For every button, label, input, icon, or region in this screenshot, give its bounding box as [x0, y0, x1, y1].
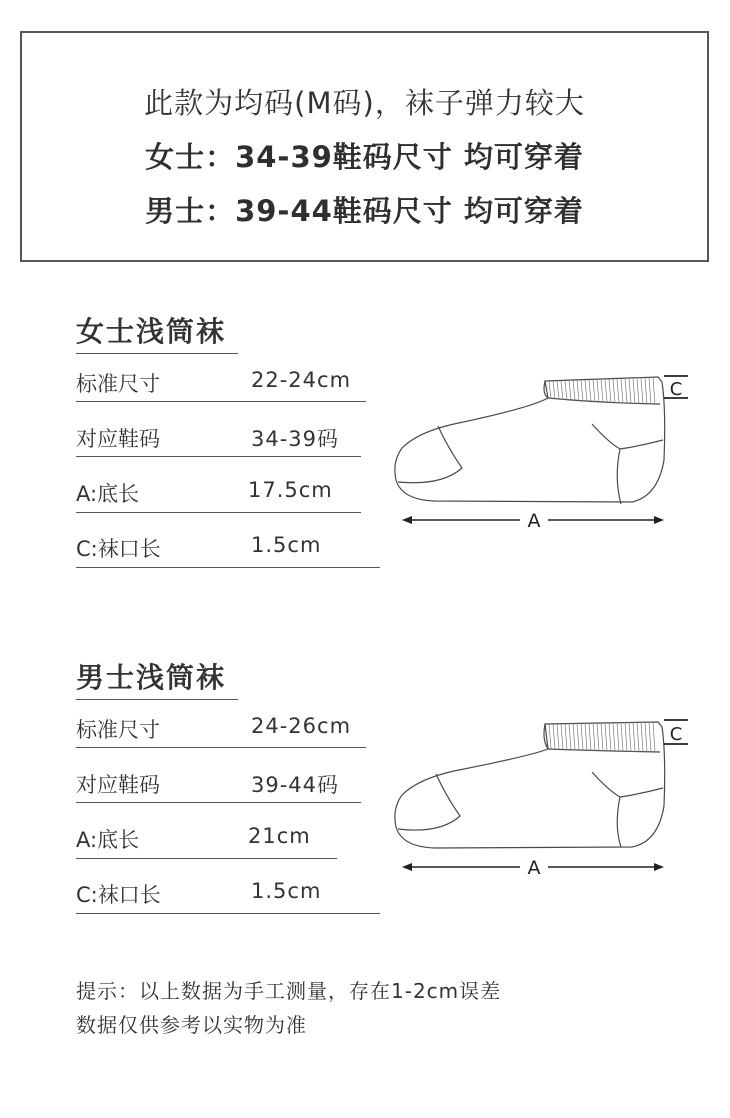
footnote-reference-only: 数据仅供参考以实物为准: [76, 1013, 307, 1037]
title-divider: [76, 353, 238, 354]
row-label-standard-size: 标准尺寸: [76, 718, 160, 742]
label-c: C: [669, 379, 683, 400]
row-value-sole-length: 17.5cm: [248, 478, 333, 502]
row-value-standard-size: 24-26cm: [251, 714, 352, 738]
section-title: 男士浅筒袜: [76, 661, 227, 694]
footnote-measurement-error: 提示：以上数据为手工测量，存在1-2cm误差: [76, 979, 502, 1003]
row-label-shoe-size: 对应鞋码: [76, 427, 160, 451]
row-label-standard-size: 标准尺寸: [76, 372, 160, 396]
label-a: A: [527, 510, 541, 532]
notice-box: [20, 31, 709, 262]
row-label-sole-length: A:底长: [76, 828, 140, 852]
row-value-standard-size: 22-24cm: [251, 368, 352, 392]
row-label-cuff-length: C:袜口长: [76, 537, 161, 561]
notice-men-size: 男士：39-44鞋码尺寸 均可穿着: [145, 194, 584, 228]
row-label-shoe-size: 对应鞋码: [76, 773, 160, 797]
label-c: C: [669, 724, 683, 745]
row-divider: [76, 747, 366, 748]
row-divider: [76, 913, 380, 914]
row-divider: [76, 802, 361, 803]
sock-diagram: [390, 716, 700, 891]
row-divider: [76, 858, 337, 859]
row-label-sole-length: A:底长: [76, 482, 140, 506]
row-value-cuff-length: 1.5cm: [251, 533, 322, 557]
men-size-section: [0, 656, 730, 956]
label-a: A: [527, 857, 541, 879]
row-value-shoe-size: 39-44码: [251, 773, 340, 797]
women-size-section: [0, 310, 730, 610]
row-value-cuff-length: 1.5cm: [251, 879, 322, 903]
row-divider: [76, 512, 361, 513]
section-title: 女士浅筒袜: [76, 315, 227, 348]
cuff-ribbing: [549, 722, 655, 752]
row-divider: [76, 456, 361, 457]
row-value-shoe-size: 34-39码: [251, 427, 340, 451]
row-label-cuff-length: C:袜口长: [76, 883, 161, 907]
notice-women-size: 女士：34-39鞋码尺寸 均可穿着: [145, 140, 584, 174]
sock-diagram: [390, 370, 700, 545]
row-divider: [76, 401, 366, 402]
title-divider: [76, 699, 238, 700]
row-value-sole-length: 21cm: [248, 824, 311, 848]
row-divider: [76, 567, 380, 568]
notice-free-size: 此款为均码(M码)，袜子弹力较大: [144, 86, 585, 120]
